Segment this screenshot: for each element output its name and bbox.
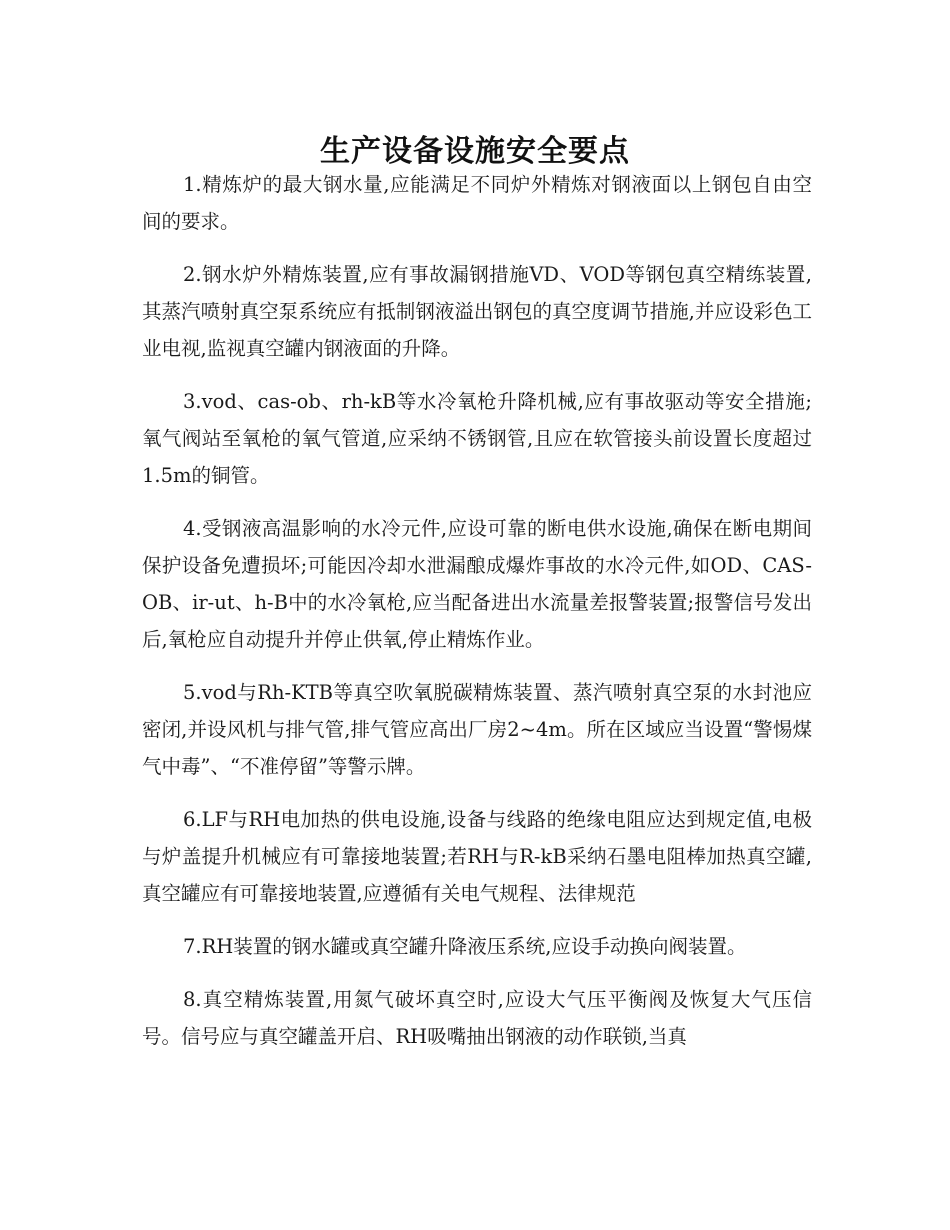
paragraph-8: 8.真空精炼装置,用氮气破坏真空时,应设大气压平衡阀及恢复大气压信号。信号应与真空罐盖开启、RH吸嘴抽出钢液的动作联锁,当真 xyxy=(142,988,812,1048)
paragraph-6: 6.LF与RH电加热的供电设施,设备与线路的绝缘电阻应达到规定值,电极与炉盖提升机械应有可靠接地装置;若RH与R-kB采纳石墨电阻棒加热真空罐,真空罐应有可靠接地装置,应遵循有关电气规程、法律规范 xyxy=(142,808,812,905)
paragraph-7: 7.RH装置的钢水罐或真空罐升降液压系统,应设手动换向阀装置。 xyxy=(183,935,747,958)
paragraph-2: 2.钢水炉外精炼装置,应有事故漏钢措施VD、VOD等钢包真空精练装置,其蒸汽喷射真空泵系统应有抵制钢液溢出钢包的真空度调节措施,并应设彩色工业电视,监视真空罐内钢液面的升降。 xyxy=(142,263,812,360)
paragraph-1: 1.精炼炉的最大钢水量,应能满足不同炉外精炼对钢液面以上钢包自由空间的要求。 xyxy=(142,173,812,233)
paragraph-5: 5.vod与Rh-KTB等真空吹氧脱碳精炼装置、蒸汽喷射真空泵的水封池应密闭,并设风机与排气管,排气管应高出厂房2~4m。所在区域应当设置“警惕煤气中毒”、“不准停留”等警示牌。 xyxy=(142,681,812,778)
paragraph-4: 4.受钢液高温影响的水冷元件,应设可靠的断电供水设施,确保在断电期间保护设备免遭损坏;可能因冷却水泄漏酿成爆炸事故的水冷元件,如OD、CAS-OB、ir-ut、h-B中的水冷氧枪,应当配备进出水流量差报警装置;报警信号发出后,氧枪应自动提升并停止供氧,停止精炼作业。 xyxy=(142,517,812,651)
document-title: 生产设备设施安全要点 xyxy=(320,134,630,170)
paragraph-3: 3.vod、cas-ob、rh-kB等水冷氧枪升降机械,应有事故驱动等安全措施;氧气阀站至氧枪的氧气管道,应采纳不锈钢管,且应在软管接头前设置长度超过1.5m的铜管。 xyxy=(142,390,812,487)
document-body xyxy=(142,166,812,1071)
